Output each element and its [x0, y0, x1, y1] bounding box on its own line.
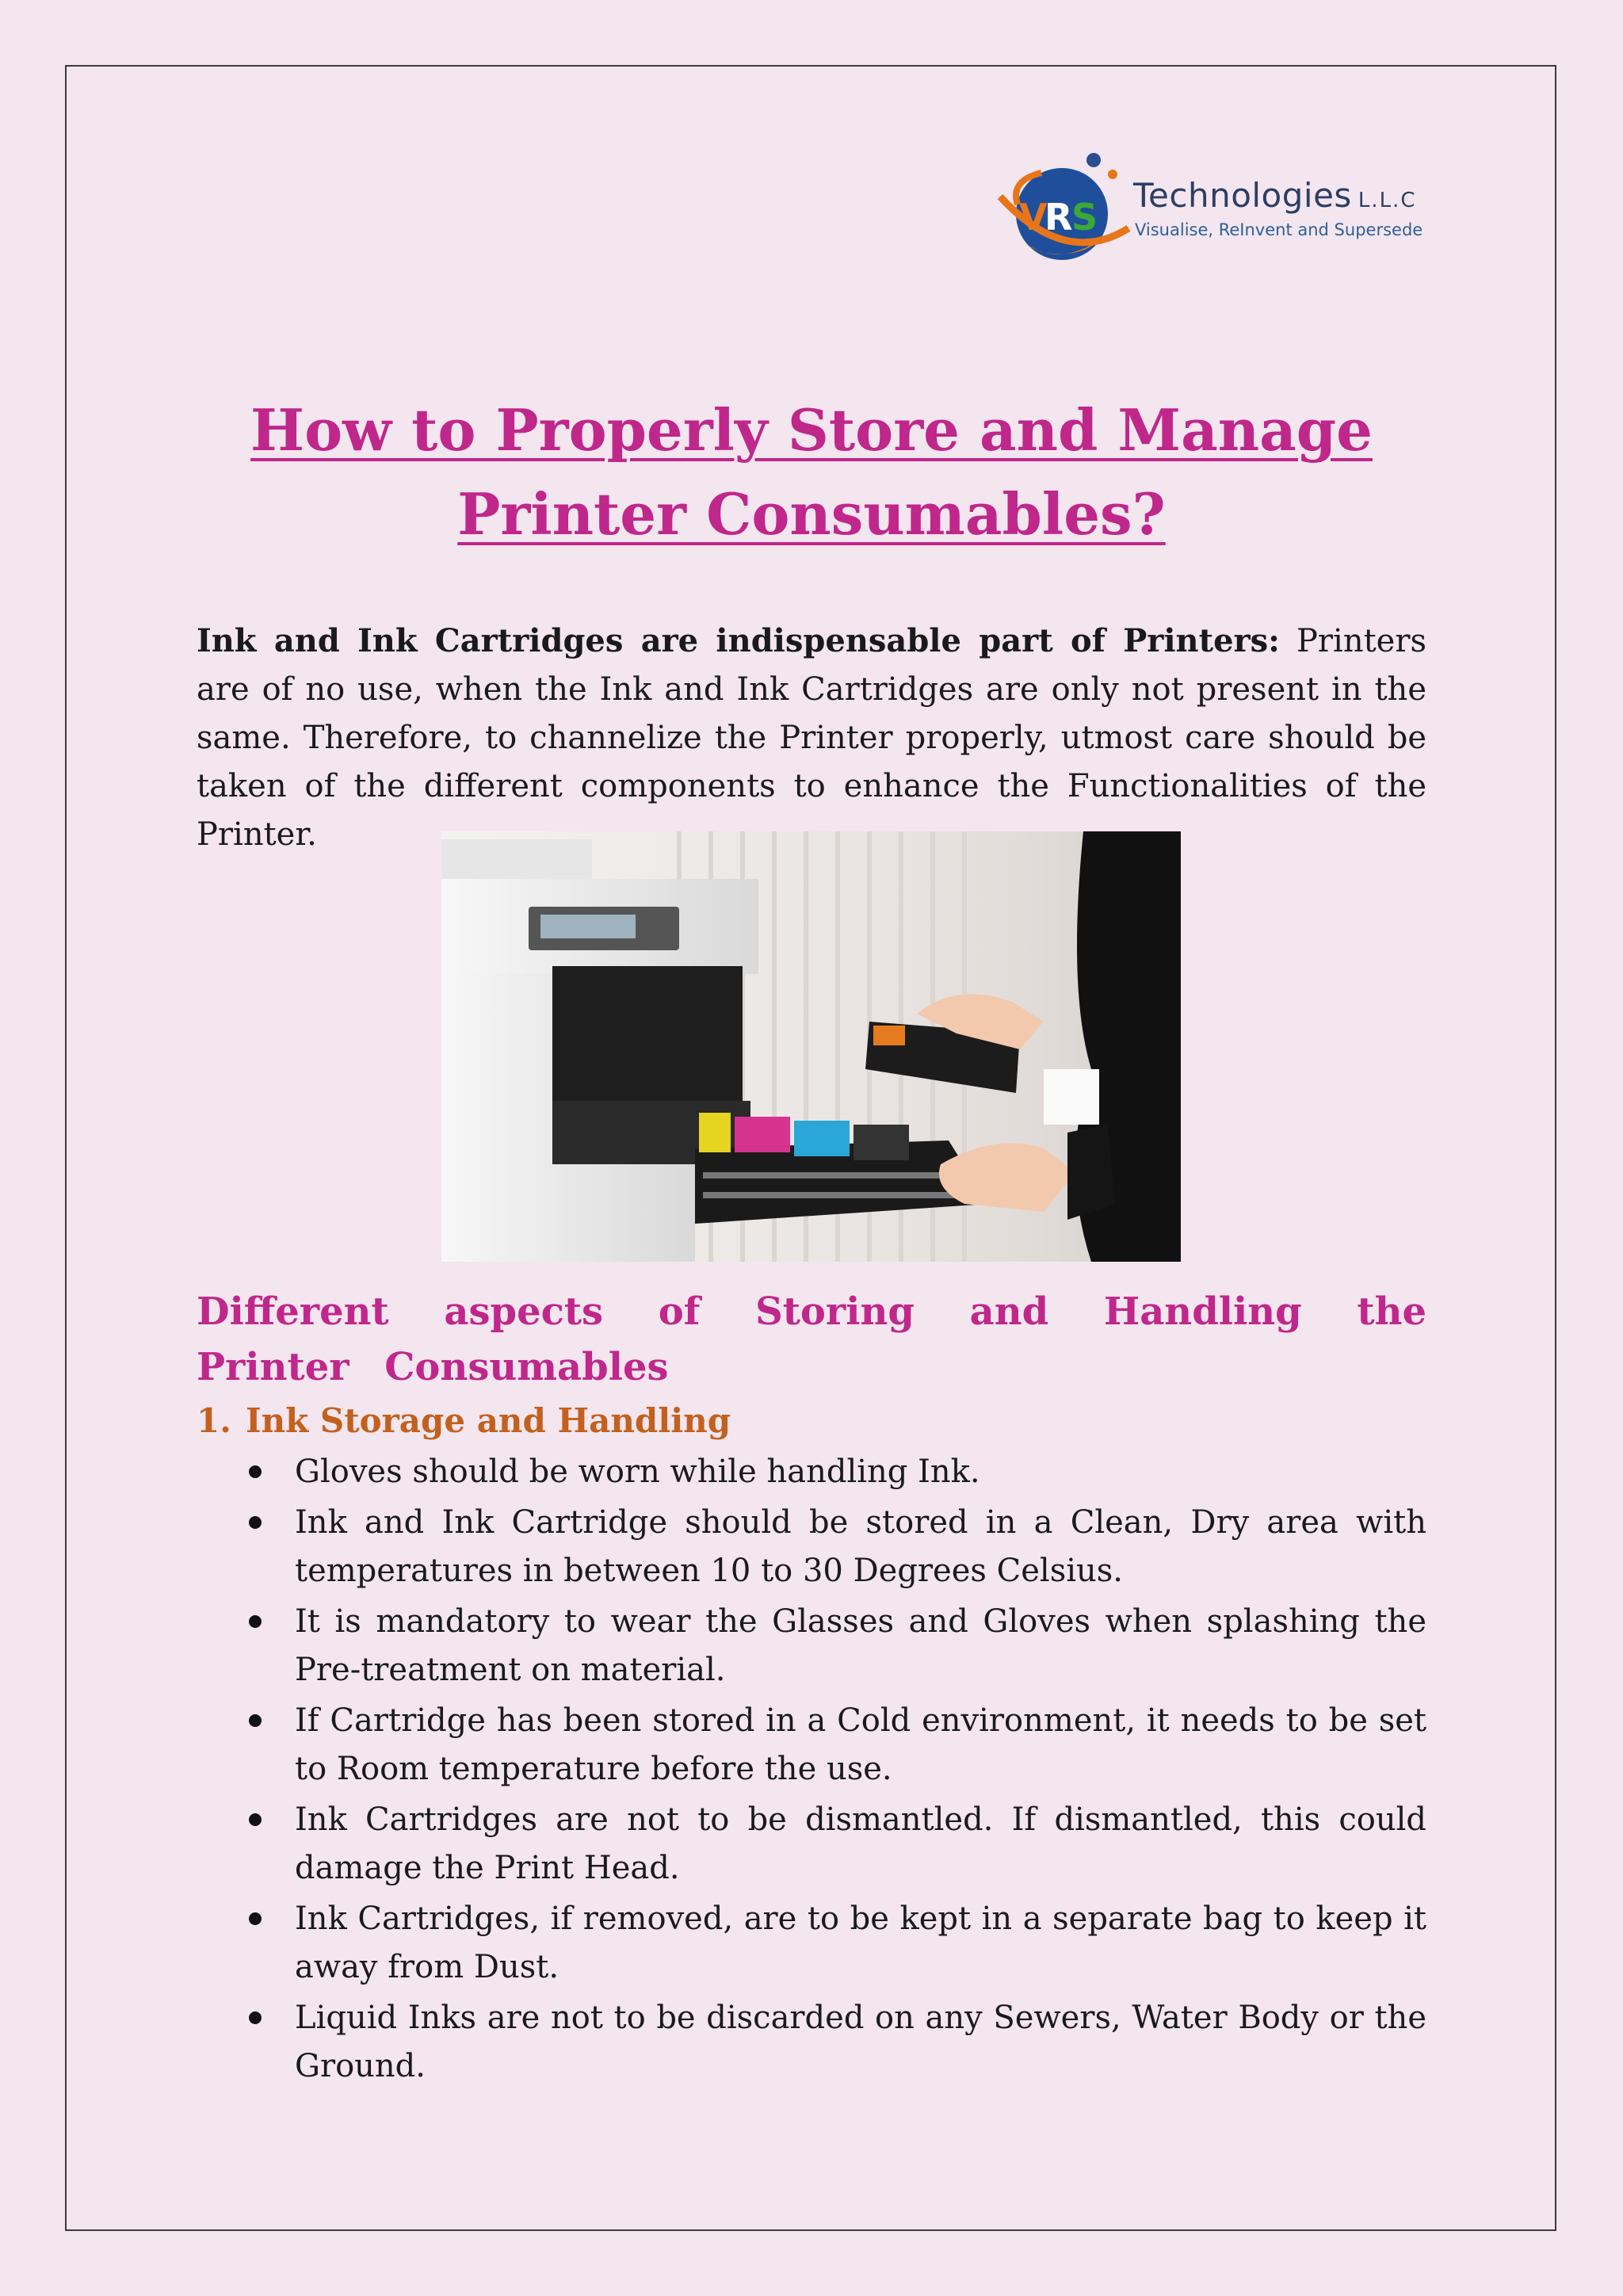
- bullet-icon: [249, 1516, 262, 1529]
- title-line-2: Printer Consumables?: [457, 480, 1166, 548]
- intro-paragraph: [197, 617, 1426, 859]
- subsection-heading: [197, 1396, 731, 1446]
- bullet-icon: [249, 1714, 262, 1727]
- list-item: Ink Cartridges, if removed, are to be kept in a separate bag to keep it away from Dust.: [295, 1895, 1426, 1992]
- vrs-globe-icon: [994, 149, 1136, 268]
- intro-lead: Ink and Ink Cartridges are indispensable part of Printers:: [197, 622, 1280, 659]
- bullet-icon: [249, 1912, 262, 1925]
- logo-company-name: Technologies L.L.C: [1133, 176, 1417, 215]
- printer-cartridge-photo: [441, 831, 1181, 1262]
- list-item: If Cartridge has been stored in a Cold environment, it needs to be set to Room temperature before the use.: [295, 1697, 1426, 1794]
- list-item: Liquid Inks are not to be discarded on any Sewers, Water Body or the Ground.: [295, 1994, 1426, 2091]
- list-item: Ink and Ink Cartridge should be stored in a Clean, Dry area with temperatures in between 10 to 30 Degrees Celsius.: [295, 1499, 1426, 1595]
- bullet-icon: [249, 2011, 262, 2024]
- svg-text:S: S: [1071, 196, 1098, 239]
- section-heading: Different aspects of Storing and Handling the Printer Consumables: [197, 1289, 1426, 1389]
- intro-text: Printers are of no use, when the Ink and Ink Cartridges are only not present in the same. Therefore, to channelize the Printer properly, utmost care should be taken of the different components to enhance the Functionalities of the Printer.: [197, 623, 1426, 853]
- svg-text:V: V: [1019, 196, 1048, 239]
- bullet-list: [295, 1448, 1426, 2093]
- subsection-number: 1.: [197, 1401, 231, 1440]
- title-line-1: How to Properly Store and Manage: [250, 396, 1373, 464]
- list-item: It is mandatory to wear the Glasses and Gloves when splashing the Pre-treatment on material.: [295, 1598, 1426, 1694]
- logo-tagline: Visualise, ReInvent and Supersede: [1135, 220, 1423, 239]
- bullet-icon: [249, 1615, 262, 1628]
- list-item: Gloves should be worn while handling Ink.: [295, 1448, 1426, 1496]
- page-title: [158, 388, 1465, 556]
- svg-text:R: R: [1044, 196, 1073, 239]
- list-item: Ink Cartridges are not to be dismantled. If dismantled, this could damage the Print Head.: [295, 1796, 1426, 1893]
- company-logo[interactable]: [994, 149, 1438, 268]
- bullet-icon: [249, 1813, 262, 1826]
- subsection-title: Ink Storage and Handling: [246, 1401, 731, 1440]
- bullet-icon: [249, 1465, 262, 1478]
